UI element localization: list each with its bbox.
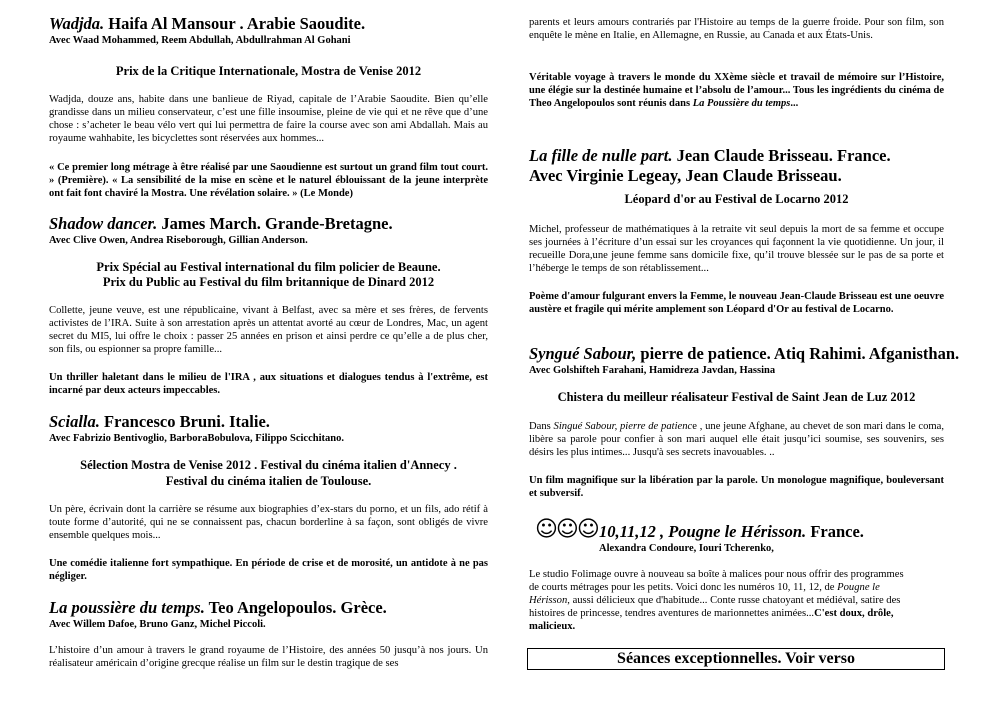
film-title-rest: James March. Grande-Bretagne.	[157, 214, 393, 233]
film-prize: Léopard d'or au Festival de Locarno 2012	[624, 192, 849, 206]
review-text: Véritable voyage à travers le monde du XXème siècle et travail de mémoire sur l’Histoire, une élégie sur la destinée humaine et l’absolu de l’amour... Tous les ingrédients du cinéma de Theo Angelopoulos sont réunis dans	[529, 72, 944, 109]
desc-film-title: Pougne le Hérisson	[529, 582, 880, 606]
film-prize: Chistera du meilleur réalisateur Festival de Saint Jean de Luz 2012	[557, 390, 916, 404]
film-description: L’histoire d’un amour à travers le grand royaume de l’Histoire, des années 50 jusqu’à nos jours. Un réalisateur américain d’origine grecque réalise un film sur le destin tragique de ses	[49, 645, 488, 669]
desc-tagline: C'est doux, drôle, malicieux.	[529, 608, 894, 632]
film-review: Un thriller haletant dans le milieu de l'IRA , aux situations et dialogues tendus à l'extrême, est incarné par deux acteurs impeccables.	[49, 372, 488, 396]
film-title-rest: pierre de patience. Atiq Rahimi. Afganisthan.	[636, 344, 960, 363]
film-title-rest: Teo Angelopoulos. Grèce.	[204, 598, 387, 617]
film-description: Wadjda, douze ans, habite dans une banlieue de Riyad, capitale de l’Arabie Saoudite. Bien qu’elle grandisse dans un milieu conservateur, c’est une fille insoumise, pleine de vie qui et ne rêve que d’une chose : s’acheter le beau vélo vert qui lui permettra de faire la course avec son ami Abdallah. Mais au royaume wahhabite, les bicyclettes sont réservées aux hommes...	[49, 94, 488, 144]
review-film-title: La Poussière du temps	[692, 98, 791, 109]
film-title	[49, 214, 393, 234]
film-poussiere	[49, 598, 387, 631]
film-prize: Prix Spécial au Festival international du film policier de Beaune.	[96, 260, 441, 274]
film-title-rest: Haifa Al Mansour . Arabie Saoudite.	[104, 14, 366, 33]
film-cast: Avec Golshifteh Farahani, Hamidreza Javdan, Hassina	[529, 365, 776, 376]
film-shadow-dancer	[49, 214, 393, 247]
film-cast: Avec Clive Owen, Andrea Riseborough, Gillian Anderson.	[49, 235, 308, 246]
smiley-faces-icon: ☺☺☺	[535, 517, 598, 542]
film-title-italic: Scialla.	[49, 412, 100, 431]
review-text-end: ...	[790, 98, 799, 109]
film-title	[49, 412, 344, 432]
footer-notice: Séances exceptionnelles. Voir verso	[617, 650, 855, 667]
film-title-cast: Avec Virginie Legeay, Jean Claude Brisseau.	[529, 166, 842, 185]
film-description	[529, 420, 944, 459]
film-review: Une comédie italienne fort sympathique. En période de crise et de morosité, un antidote à ne pas négliger.	[49, 558, 488, 582]
film-prize: Sélection Mostra de Venise 2012 . Festival du cinéma italien d'Annecy .	[80, 458, 457, 472]
film-cast: Avec Fabrizio Bentivoglio, BarboraBobulova, Filippo Scicchitano.	[49, 433, 344, 444]
film-title-italic: Wadjda.	[49, 14, 105, 33]
film-title-italic: La poussière du temps.	[49, 598, 205, 617]
desc-film-title: Singué Sabour, pierre de patienc	[553, 421, 693, 432]
film-title-rest: Jean Claude Brisseau. France.	[672, 146, 891, 165]
film-cast: Avec Waad Mohammed, Reem Abdullah, Abdullrahman Al Gohani	[49, 35, 351, 46]
film-title-italic: Shadow dancer.	[49, 214, 158, 233]
film-fille-de-nulle-part	[529, 146, 891, 186]
desc-text: Le studio Folimage ouvre à nouveau sa boîte à malices pour nous offrir des programmes de courts métrages pour les petits. Voici donc les numéros 10, 11, 12, de	[529, 569, 904, 593]
desc-text-end: e , une jeune Afghane, au chevet de son mari dans le coma, libère sa parole pour confier à son mari auquel elle était jusqu’ici soumise, ses souvenirs, ses désirs les plus intimes... Jusqu'à ses secrets inavouables. ..	[529, 421, 944, 458]
film-title	[529, 344, 959, 364]
film-cast: Avec Willem Dafoe, Bruno Ganz, Michel Piccoli.	[49, 619, 266, 630]
film-prize: Prix de la Critique Internationale, Mostra de Venise 2012	[115, 64, 422, 78]
film-prize: Festival du cinéma italien de Toulouse.	[165, 474, 372, 488]
film-description: Michel, professeur de mathématiques à la retraite vit seul depuis la mort de sa femme et occupe ses journées à l’écriture d’un essai sur les croyances qui façonnent la vie quotidienne. Un jour, il recueille Dora,une jeune femme sans domicile fixe, qu’il trouve blessée sur le pas de sa porte et l’héberge le temps de son rétablissement...	[529, 224, 944, 274]
film-syngue-sabour	[529, 344, 959, 377]
film-review: Un film magnifique sur la libération par la parole. Un monologue magnifique, bouleversant et subversif.	[529, 475, 944, 499]
film-title-italic: 10,11,12 , Pougne le Hérisson.	[599, 522, 807, 541]
desc-text-end: , aussi délicieux que d'habitude... Conte russe chatoyant et médiéval, satire des histoires de princesse, tendres aventures de marionnettes animées...	[529, 595, 901, 619]
film-description: Un père, écrivain dont la carrière se résume aux biographies d’ex-stars du porno, et un fils, ado rétif à toute forme d’autorité, qui ne se connaissent pas, chacun borderline à sa façon, sont obligés de vivre ensemble quelques mois...	[49, 504, 488, 541]
film-wadjda	[49, 14, 365, 47]
film-title	[49, 14, 365, 34]
film-description: Collette, jeune veuve, est une républicaine, vivant à Belfast, avec sa mère et ses frères, de fervents activistes de l’IRA. Suite à son arrestation après un attentat avorté au cœur de Londres, Mac, un agent secret du MI5, lui offre le choix : passer 25 années en prison et ainsi perdre ce qu’elle a de plus cher, son fils, ou espionner sa propre famille...	[49, 305, 488, 355]
film-description	[529, 568, 909, 633]
film-title-rest: France.	[806, 522, 864, 541]
film-title	[49, 598, 387, 618]
film-title-italic: Syngué Sabour,	[529, 344, 637, 363]
film-description: parents et leurs amours contrariés par l'Histoire au temps de la guerre froide. Pour son film, son enquête le mène en Italie, en Allemagne, en Russie, au Canada et aux États-Unis.	[529, 17, 944, 41]
film-cast: Alexandra Condoure, Iouri Tcherenko,	[599, 543, 774, 554]
desc-text: Dans	[529, 421, 554, 432]
film-title	[599, 522, 864, 542]
footer-notice-box	[527, 648, 945, 670]
film-scialla	[49, 412, 344, 445]
film-title-rest: Francesco Bruni. Italie.	[99, 412, 270, 431]
film-pougne-le-herisson	[599, 522, 864, 555]
film-review: « Ce premier long métrage à être réalisé par une Saoudienne est surtout un grand film tout court. » (Première). « La sensibilité de la mise en scène et le naturel éblouissant de la jeune interprète ont fait font chaviré la Mostra. Une révélation solaire. » (Le Monde)	[49, 162, 488, 199]
film-title	[529, 146, 891, 166]
film-review	[529, 71, 944, 110]
film-title-italic: La fille de nulle part.	[529, 146, 673, 165]
film-prize: Prix du Public au Festival du film britannique de Dinard 2012	[102, 275, 435, 289]
film-review: Poème d'amour fulgurant envers la Femme, le nouveau Jean-Claude Brisseau est une oeuvre austère et fragile qui mérite amplement son Léopard d'Or au festival de Locarno.	[529, 291, 944, 315]
